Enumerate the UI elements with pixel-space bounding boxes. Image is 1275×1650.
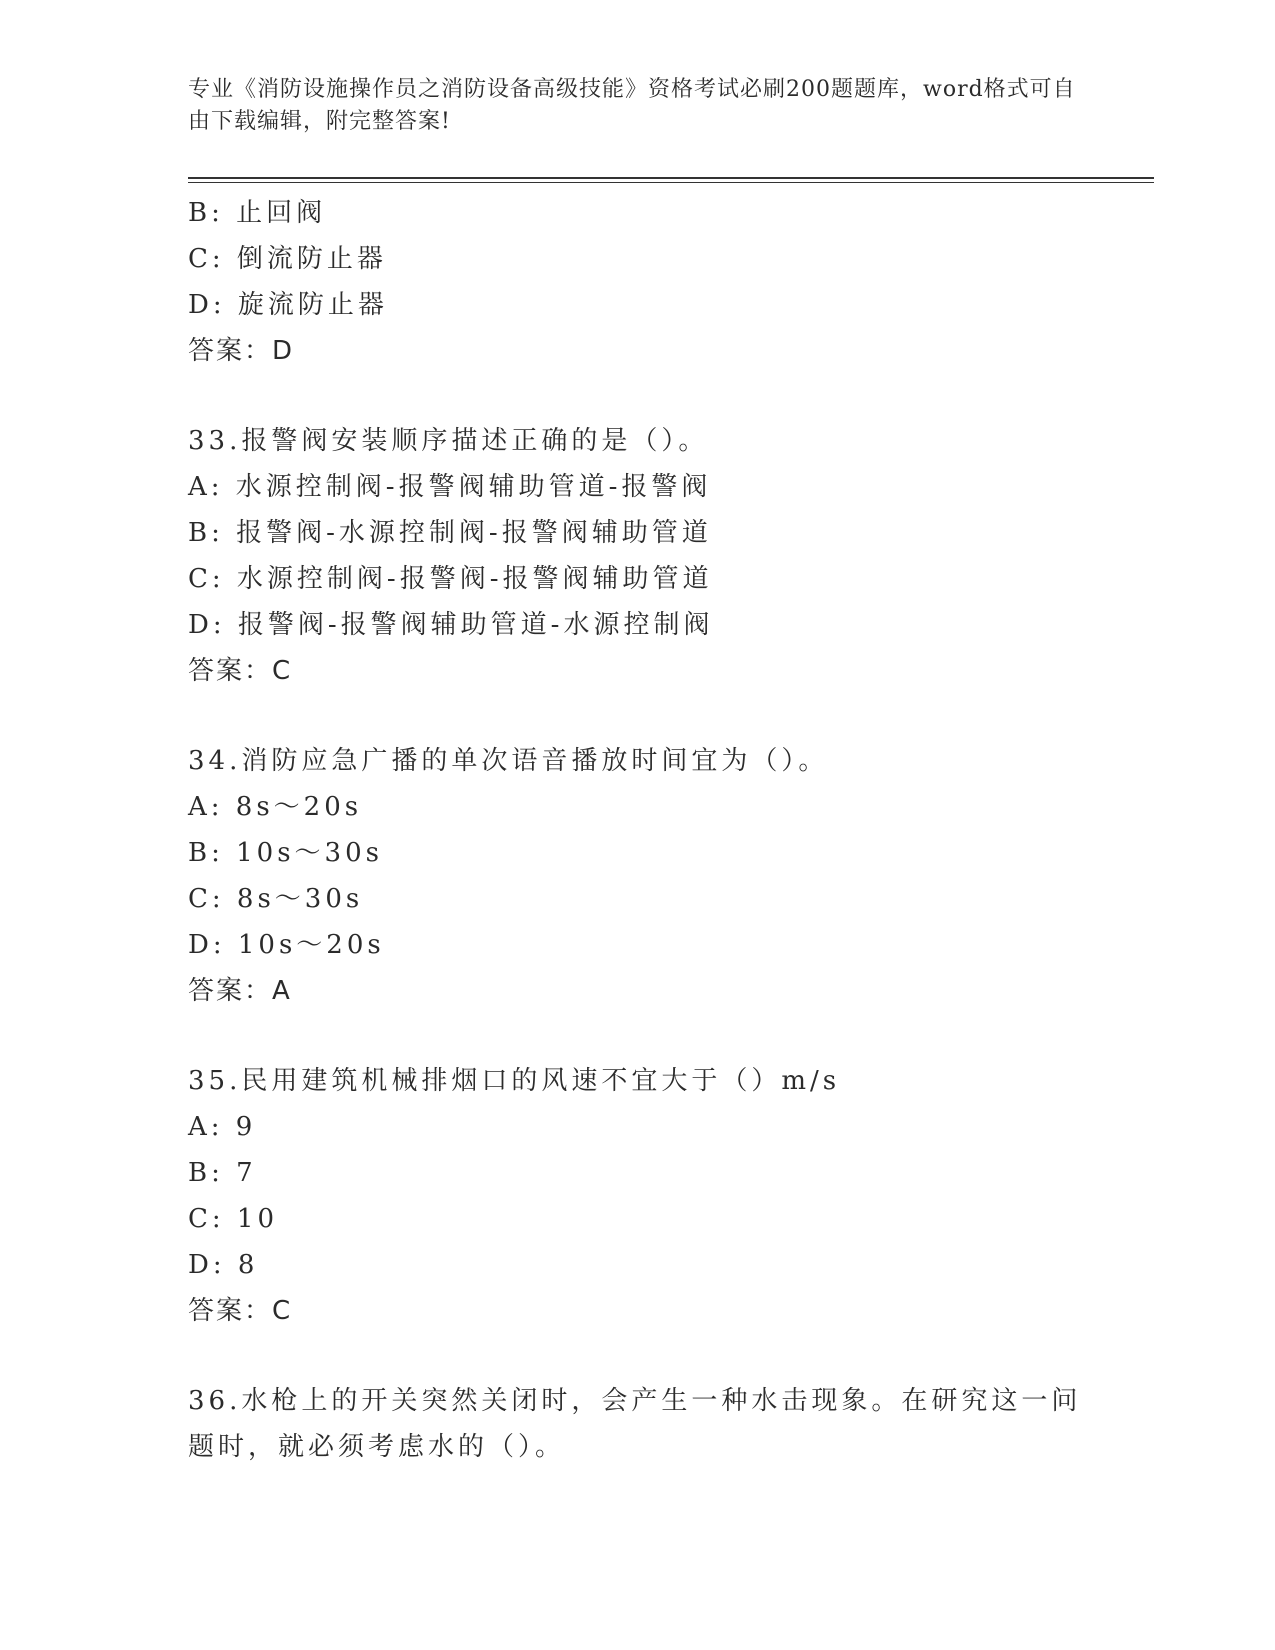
option-a: A: 水源控制阀-报警阀辅助管道-报警阀	[188, 472, 712, 502]
document-header: 专业《消防设施操作员之消防设备高级技能》资格考试必刷200题题库，word格式可自由下载编辑，附完整答案!	[188, 77, 1076, 134]
question-stem: 34.消防应急广播的单次语音播放时间宜为（）。	[188, 746, 829, 776]
option-a: A: 8s～20s	[188, 792, 363, 822]
question-stem: 35.民用建筑机械排烟口的风速不宜大于（）m/s	[188, 1066, 841, 1096]
header-divider	[188, 177, 1154, 179]
spacer	[188, 694, 1128, 738]
answer-line: 答案：A	[188, 976, 292, 1006]
option-c: C: 水源控制阀-报警阀-报警阀辅助管道	[188, 564, 713, 594]
option-d: D: 8	[188, 1250, 259, 1280]
option-d: D: 10s～20s	[188, 930, 385, 960]
spacer	[188, 1014, 1128, 1058]
answer-line: 答案：C	[188, 656, 293, 686]
option-b: B: 7	[188, 1158, 257, 1188]
option-b: B: 报警阀-水源控制阀-报警阀辅助管道	[188, 518, 712, 548]
option-c: C: 倒流防止器	[188, 244, 387, 274]
spacer	[188, 374, 1128, 418]
spacer	[188, 1334, 1128, 1378]
answer-line: 答案：C	[188, 1296, 293, 1326]
question-stem: 33.报警阀安装顺序描述正确的是（）。	[188, 426, 709, 456]
option-c: C: 10	[188, 1204, 279, 1234]
option-d: D: 报警阀-报警阀辅助管道-水源控制阀	[188, 610, 714, 640]
option-b: B: 止回阀	[188, 198, 327, 228]
answer-line: 答案：D	[188, 336, 295, 366]
question-content	[188, 190, 1128, 1470]
option-b: B: 10s～30s	[188, 838, 383, 868]
option-a: A: 9	[188, 1112, 257, 1142]
option-d: D: 旋流防止器	[188, 290, 388, 320]
option-c: C: 8s～30s	[188, 884, 364, 914]
question-stem: 36.水枪上的开关突然关闭时，会产生一种水击现象。在研究这一问题时，就必须考虑水的（）。	[188, 1386, 1082, 1462]
header-divider-thin	[188, 182, 1154, 183]
